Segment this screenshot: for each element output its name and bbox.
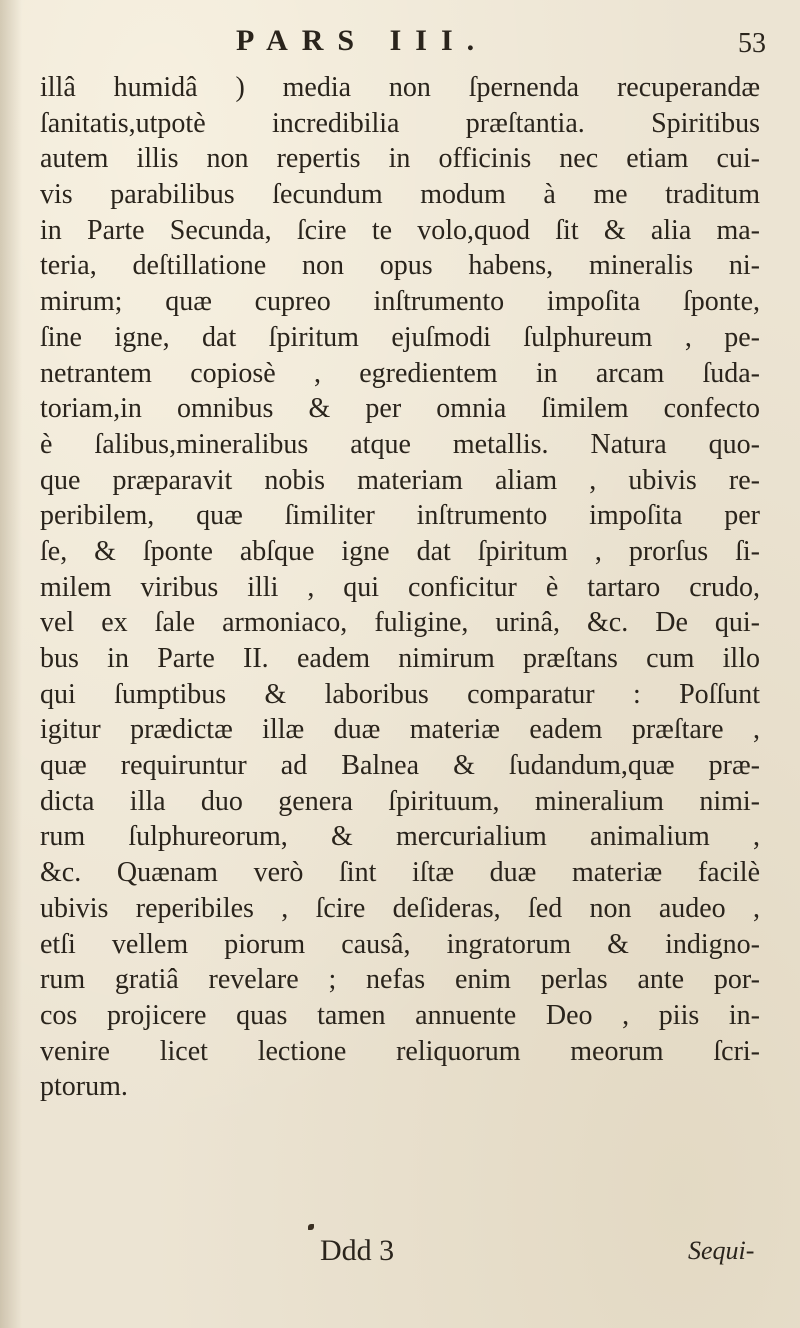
text-line: autem illis non repertis in officinis nec etiam cui- [40, 143, 760, 175]
running-head [0, 22, 800, 66]
text-line: vis parabilibus ſecundum modum à me traditum [40, 179, 760, 211]
page-number: 53 [738, 28, 766, 59]
text-line: &c. Quænam verò ſint iſtæ duæ materiæ facilè [40, 857, 760, 889]
text-line: dicta illa duo genera ſpirituum, mineralium nimi- [40, 785, 760, 817]
text-line: vel ex ſale armoniaco, fuligine, urinâ, &c. De qui- [40, 607, 760, 639]
text-line: è ſalibus,mineralibus atque metallis. Natura quo- [40, 428, 760, 460]
text-line: illâ humidâ ) media non ſpernenda recuperandæ [40, 72, 760, 103]
text-line: cos projicere quas tamen annuente Deo , piis in- [40, 999, 760, 1031]
text-line: ſe, & ſponte abſque igne dat ſpiritum , prorſus ſi- [40, 535, 760, 567]
ink-blot [308, 1224, 314, 1230]
body-text [40, 70, 760, 1105]
text-line: rum gratiâ revelare ; nefas enim perlas ante por- [40, 964, 760, 996]
text-line: ſine igne, dat ſpiritum ejuſmodi ſulphureum , pe- [40, 321, 760, 353]
page-footer [0, 1234, 800, 1278]
text-line: ubivis reperibiles , ſcire deſideras, ſed non audeo , [40, 892, 760, 924]
text-line: netrantem copiosè , egredientem in arcam ſuda- [40, 357, 760, 389]
text-line: bus in Parte II. eadem nimirum præſtans cum illo [40, 643, 760, 674]
text-line: rum ſulphureorum, & mercurialium animalium , [40, 821, 760, 853]
text-line: quæ requiruntur ad Balnea & ſudandum,quæ præ- [40, 750, 760, 782]
running-head-title: PARS III. [236, 24, 489, 57]
text-line: milem viribus illi , qui conficitur è tartaro crudo, [40, 571, 760, 603]
text-line: in Parte Secunda, ſcire te volo,quod ſit & alia ma- [40, 214, 760, 246]
text-line: igitur prædictæ illæ duæ materiæ eadem præſtare , [40, 714, 760, 746]
text-line-last: ptorum. [40, 1071, 128, 1103]
spine-shadow [0, 0, 22, 1328]
text-line: ſanitatis,utpotè incredibilia præſtantia. Spiritibus [40, 107, 760, 139]
text-line: que præparavit nobis materiam aliam , ubivis re- [40, 464, 760, 496]
text-line: toriam,in omnibus & per omnia ſimilem confecto [40, 393, 760, 425]
text-line: peribilem, quæ ſimiliter inſtrumento impoſita per [40, 500, 760, 532]
text-line: mirum; quæ cupreo inſtrumento impoſita ſponte, [40, 286, 760, 318]
signature-mark: Ddd 3 [320, 1234, 395, 1267]
catchword: Sequi- [688, 1236, 755, 1265]
text-line: venire licet lectione reliquorum meorum ſcri- [40, 1035, 760, 1067]
text-line: teria, deſtillatione non opus habens, mineralis ni- [40, 250, 760, 282]
text-line: qui ſumptibus & laboribus comparatur : Poſſunt [40, 678, 760, 710]
text-line: etſi vellem piorum causâ, ingratorum & indigno- [40, 928, 760, 960]
